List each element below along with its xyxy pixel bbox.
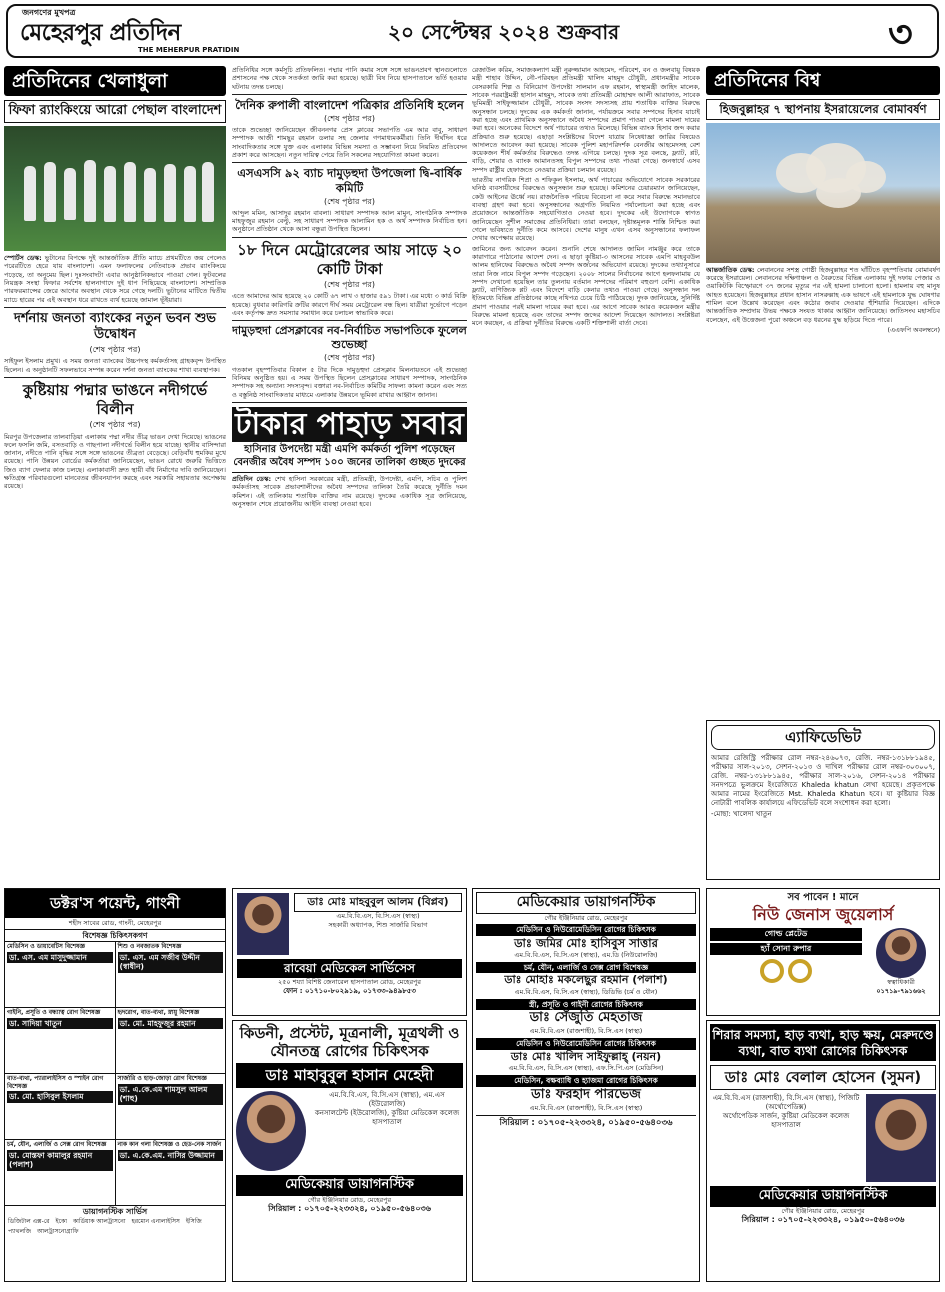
service-item: হরমোন এনালাইসিস — [131, 1218, 180, 1226]
doctor-name: ডা. সাদিয়া খাতুন — [7, 1018, 113, 1030]
world-banner: প্রতিদিনের বিশ্ব — [706, 66, 940, 95]
doctors-point-specialists: বিশেষজ্ঞ চিকিৎসকগণ — [5, 929, 225, 943]
doctor-photo — [237, 893, 289, 955]
service-item: ইকো — [55, 1218, 67, 1226]
doctor-specialty: গাইনি, প্রসূতি ও বন্ধ্যাত্ব রোগ বিশেষজ্ঞ — [7, 1009, 101, 1017]
ssc92-headline: এসএসসি ৯২ ব্যাচ দামুড়হুদা উপজেলা দ্বি-বার্ষিক কমিটি — [237, 166, 462, 195]
doctor-name: ডাঃ মোহাঃ মকলেছুর রহমান (পলাশ) — [504, 973, 668, 987]
medicare-diagnostic-ad — [472, 888, 700, 1282]
jewellers-owner: স্বত্বাধিকারী — [887, 978, 915, 987]
affidavit-title: এ্যাফিডেভিট — [711, 725, 935, 750]
gold-jewellery-icons — [710, 959, 862, 983]
football-team-photo — [4, 126, 226, 251]
col2-top-body: প্রতিনিধির সঙ্গে কর্মসূচি প্রতিফলিত। পদ্মার পানি কমার সঙ্গে সঙ্গে ভাঙনপ্রবণ স্থানগুলোতে প্রশাসনের পক্ষ থেকে সতর্কতা জারি করা হয়েছে। ছাত্রী বিষ নিয়ে হাসপাতালে ভর্তি হওয়ার ঘটনায় তদন্ত চলছে। — [232, 66, 467, 91]
padma-erosion-body: মিরপুর উপজেলার তালবাড়িয়া এলাকায় পদ্মা নদীর তীব্র ভাঙন দেখা দিয়েছে। ভাঙনের ফলে ফসলি জমি, বসতবাড়ি ও গাছপালা নদীগর্ভে বিলীন হয়ে যাচ্ছে। স্থানীয় বাসিন্দারা জানান, নদীতে পানি বৃদ্ধির সঙ্গে সঙ্গে ভাঙনের তীব্রতা বেড়েছে। বেড়িবাঁধ হুমকির মুখে রয়েছে। পানি উন্নয়ন বোর্ডের কর্মকর্তারা জানিয়েছেন, ভাঙন রোধে জরুরি ভিত্তিতে জিও ব্যাগ ফেলার কাজ চলছে। এলাকাবাসী দ্রুত স্থায়ী বাঁধ নির্মাণের দাবি জানিয়েছেন। ক্ষতিগ্রস্ত পরিবারগুলো মানবেতর জীবনযাপন করছে এবং সরকারি সহায়তার অপেক্ষায় রয়েছে। — [4, 432, 226, 491]
doctor-photo — [866, 1094, 936, 1182]
affidavit-signer: -মোছা: খালেদা খাতুন — [711, 809, 772, 818]
pressclub-body: গতকাল বৃহস্পতিবার বিকাল ৫ টার দিকে দামুড়হুদা প্রেসক্লাব মিলনায়তনে এই শুভেচ্ছা বিনিময় অনুষ্ঠিত হয়। এ সময় উপস্থিত ছিলেন প্রেসক্লাবের সাধারণ সম্পাদক, সাংগঠনিক সম্পাদক সহ অন্যান্য সদস্যবৃন্দ। বক্তারা নব-নির্বাচিত কমিটির সাফল্য কামনা করেন এবং সত্য ও বস্তুনিষ্ঠ সাংবাদিকতার মাধ্যমে এলাকার উন্নয়নে ভূমিকা রাখার আহ্বান জানান। — [232, 365, 467, 399]
doctor-specialty: চর্ম, যৌন, এলার্জি ও সেক্স রোগ বিশেষজ্ঞ — [476, 962, 696, 974]
jewellers-line1: গোল্ড প্লেটেড — [710, 928, 862, 940]
padma-erosion-headline: কুষ্টিয়ায় পদ্মার ভাঙনে নদীগর্ভে বিলীন — [22, 380, 208, 419]
affidavit-body: আমার রেজিস্ট্রি পরীক্ষার রোল নম্বর-২৪৬০৭৩, রেজি. নম্বর-১৩১৮৮১৯৪৫, পরীক্ষার সাল-২০১৩, সেশন-২০১৩ ও দাখিল পরীক্ষার রোল নম্বর-৩০৩০০৭, রেজি. নম্বর-১৩১৮৮১৯৪৫, পরীক্ষার সাল-২০১৬, সেশন-২০১৪ পরীক্ষার সনদপত্রে ভুলক্রমে ইংরেজিতে Khaleda khatun লেখা হয়েছে। প্রকৃতপক্ষে আমার নামের ইংরেজিতে Mst. Khaleda Khatun হবে। যা কুষ্টিয়ার বিজ্ঞ নোটারী পাবলিক কার্যালয়ে এফিডেভিট বলে সংশোধন করা হলো। — [711, 754, 935, 807]
doctor-name: ডা. মোস্তফা কামালুর রহমান (পলাশ) — [7, 1150, 113, 1171]
rabeya-ad — [232, 888, 467, 1016]
jewellers-name: নিউ জেনাস জুয়েলার্স — [752, 904, 894, 924]
world-column — [706, 66, 940, 714]
sports-column — [4, 66, 226, 878]
continued-label: (শেষ পৃষ্ঠার পর) — [89, 420, 141, 430]
money-mountain-sub2: বেনজীর অবৈধ সম্পদ ১০০ জনের তালিকা গুচ্ছত দুদকের — [232, 457, 467, 473]
column-three — [472, 66, 700, 878]
rupali-headline: দৈনিক রুপালী বাংলাদেশ পত্রিকার প্রতিনিধি হলেন — [235, 97, 464, 112]
page-number: ৩ — [888, 11, 913, 56]
doctor-name: ডাঃ সেঁজুতি মেহতাজ — [529, 1010, 643, 1026]
diagnostic-services-title: ডায়াগনস্টিক সার্ভিস — [82, 1207, 148, 1217]
rabeya-phone: ফোন : ০১৭১০-৮০২৯১৯, ০১৭৩৩-৯৪৯৮৫৩ — [283, 986, 416, 995]
continued-label: (শেষ পৃষ্ঠার পর) — [324, 280, 375, 290]
doctor-row — [5, 1008, 225, 1074]
world-caption: আন্তর্জাতিক ডেস্ক: — [706, 265, 755, 274]
doctor-specialty: মেডিসিন ও নিউরোমেডিসিন রোগের চিকিৎসক — [476, 924, 696, 936]
doctor-specialty: মেডিসিন ও নিউরোমেডিসিন রোগের চিকিৎসক — [476, 1038, 696, 1050]
doctor-row — [5, 1074, 225, 1140]
metrorail-headline: ১৮ দিনে মেট্রোরেলের আয় সাড়ে ২০ কোটি টাকা — [237, 240, 462, 278]
doctor-name: ডাঃ মোঃ খালিদ সাইফুল্লাহ্ (নয়ন) — [510, 1049, 662, 1063]
owner-photo — [876, 928, 926, 978]
doctor-degree: এম.বি.বি.এস, বি.সি.এস (স্বাস্থ্য), এম.ডি (নিউরোলজি) — [514, 950, 658, 959]
doctor-name: ডাঃ ফরহাদ পারভেজ — [531, 1086, 641, 1102]
medicare-address: গৌর ইঞ্জিনিয়ার রোড, মেহেরপুর — [544, 913, 628, 922]
kidney-specialist-ad — [232, 1020, 467, 1282]
medicare-doctor-block — [476, 924, 696, 959]
doctor-specialty: স্ত্রী, প্রসূতি ও গাইনী রোগের চিকিৎসক — [476, 999, 696, 1011]
masthead-tagline: জনগণের মুখপত্র — [22, 8, 76, 17]
diagnostic-services-list — [5, 1218, 225, 1235]
doctor-row — [5, 1140, 225, 1206]
world-source: (এএফপি অবলম্বনে) — [887, 325, 940, 334]
kidney-footer-address: গৌর ইঞ্জিনিয়ার রোড, মেহেরপুর — [307, 1195, 392, 1204]
doctor-name: ডা. মো. মাহফুজুর রহমান — [118, 1018, 224, 1030]
orthopedic-footer: মেডিকেয়ার ডায়াগনস্টিক — [710, 1186, 936, 1207]
doctor-degree: এম.বি.বি.এস (রাজশাহী), বি.সি.এস (স্বাস্থ্য) — [529, 1027, 643, 1036]
world-body: লেবাননের সশস্ত্র গোষ্ঠী হিজবুল্লাহর শত ঘাঁটিতে বৃহস্পতিবার বোমাবর্ষণ করেছে ইসরায়েল। লেবাননের দক্ষিণাঞ্চল ও বৈরুতের বিভিন্ন এলাকায় দুই দফায় পেজার ও ওয়াকিটকি বিস্ফোরণে ৩৭ জনের মৃত্যুর পর এই হামলা চালানো হলো। হামলায় বহু মানুষ আহত হয়েছেন। হিজবুল্লাহর প্রধান হাসান নাসরুল্লাহ এক ভাষণে এই হামলাকে যুদ্ধ ঘোষণার শামিল বলে উল্লেখ করেছেন এবং কঠোর জবাব দেওয়ার হুঁশিয়ারি দিয়েছেন। এদিকে আন্তর্জাতিক সম্প্রদায় উভয় পক্ষকে সংযত থাকার আহ্বান জানিয়েছে। জাতিসংঘ মহাসচিব বলেছেন, এই উত্তেজনা পুরো অঞ্চলে বড় ধরনের যুদ্ধ ছড়িয়ে দিতে পারে। — [706, 265, 940, 324]
doctor-name: ডাঃ জমির মোঃ হাসিবুস সাত্তার — [514, 935, 658, 950]
masthead-date: ২০ সেপ্টেম্বর ২০২৪ শুক্রবার — [388, 20, 620, 44]
medicare-title: মেডিকেয়ার ডায়াগনস্টিক — [476, 892, 696, 914]
jewellers-line2: হ্যাঁ সোনা রুপার — [710, 943, 862, 955]
world-lead-headline: হিজবুল্লাহর ৭ স্থাপনায় ইসরায়েলের বোমাবর্ষণ — [706, 99, 940, 120]
doctor-specialty: নাক কান গলা বিশেষজ্ঞ ও হেড-নেক সার্জন — [117, 1141, 222, 1149]
rabeya-clinic: রাবেয়া মেডিকেল সার্ভিসেস — [237, 959, 462, 978]
doctor-photo — [236, 1091, 306, 1171]
kidney-doctor: ডাঃ মাহাবুবুল হাসান মেহেদী — [236, 1063, 463, 1088]
orthopedic-serial: সিরিয়াল : ০১৭০৫-২২৩৩২৪, ০১৯৫০-৫৬৪০৩৬ — [741, 1215, 905, 1225]
kidney-serial: সিরিয়াল : ০১৭০৫-২২৩৩২৪, ০১৯৫০-৫৬৪০৩৬ — [268, 1204, 431, 1214]
doctor-degree: এম.বি.বি.এস (রাজশাহী), বি.সি.এস (স্বাস্থ্য) — [529, 1103, 643, 1112]
orthopedic-ad-title: শিরার সমস্যা, হাড় ব্যথা, হাড় ক্ষয়, মেরুদণ্ডে ব্যথা, বাত ব্যথা রোগের চিকিৎসক — [710, 1024, 936, 1061]
janata-bank-headline: দর্শনায় জনতা ব্যাংকের নতুন ভবন শুভ উদ্বোধন — [14, 310, 216, 343]
doctor-specialty: মেডিসিন, বক্ষব্যাধি ও হ্যাজমা রোগের চিকিৎসক — [476, 1075, 696, 1087]
service-item: আলট্রাসনোগ্রাফি — [37, 1228, 79, 1235]
orthopedic-degree: এম.বি.বি.এস (রাজশাহী), বি.সি.এস (স্বাস্থ্য), পিজিটি (অর্থোপেডিক্স) — [712, 1094, 860, 1112]
pressclub-headline: দামুড়হুদা প্রেসক্লাবের নব-নির্বাচিত সভাপতিকে ফুলেল শুভেচ্ছা — [232, 324, 467, 352]
rabeya-address: ২৫০ শয্যা বিশিষ্ট জেনারেল হাসপাতাল রোড, মেহেরপুর — [277, 978, 422, 987]
column-two — [232, 66, 467, 878]
sports-lead-body: ভুটানের বিপক্ষে দুই আন্তর্জাতিক প্রীতি ম্যাচে প্রথমটিতে জয় পেলেও পরেরটিতে হেরে যায় বাংলাদেশ। এমন ফলাফলের নেতিবাচক প্রভাব র‍্যাংকিংয়ে পড়েছে, তা অনুমেয় ছিল। দুঃসংবাদটা এবার আনুষ্ঠানিকভাবে পাওয়া গেল। ফুটবলের নিয়ন্ত্রক সংস্থা ফিফার সর্বশেষ হালনাগাদে দুই ধাপ পিছিয়েছে বাংলাদেশ। সাম্প্রতিক পারফরম্যান্সের জেরে আগের অবস্থান থেকে সরে গেছে দলটি। ভুটানের মাটিতে দ্বিতীয় ম্যাচে হারের পর এই অবস্থান ধরে রাখতে ব্যর্থ হয়েছে জামাল ভূঁইয়ারা। — [4, 253, 226, 304]
col3-body-3: জামিনের জন্য আবেদন করেন। শুনানি শেষে আদালত জামিন নামঞ্জুর করে তাকে কারাগারে পাঠানোর আদেশ দেন। এ ছাড়া কুষ্টিয়া-৩ আসনের সাবেক এমপি মাহবুবউল আলম হানিফের বিরুদ্ধেও অবৈধ সম্পদ অর্জনের অভিযোগ রয়েছে। দুদকের তথ্যানুসারে তারা নিজ নামে বিপুল সম্পদ গড়েছেন। ২০০৮ সালের নির্বাচনের আগে হলফনামায় যে সম্পদ দেখানো হয়েছিল তার তুলনায় বর্তমান সম্পদের পরিমাণ বহুগুণ বেশি। একাধিক ফ্ল্যাট, বাণিজ্যিক প্লট এবং বিদেশে বাড়ি কেনার তথ্যও পাওয়া গেছে। অনুসন্ধান দল ইতিমধ্যে বিভিন্ন প্রতিষ্ঠানের কাছে নথিপত্র চেয়ে চিঠি পাঠিয়েছে। দুদক জানিয়েছে, সুনির্দিষ্ট প্রমাণ পাওয়ার পরই মামলা দায়ের করা হবে। এর আগে সাবেক আরও কয়েকজন মন্ত্রীর বিরুদ্ধে মামলা হয়েছে এবং তাদের সম্পদ জব্দের আদেশ দিয়েছেন আদালত। সংশ্লিষ্টরা মনে করছেন, এ প্রক্রিয়া দুর্নীতির বিরুদ্ধে একটি শক্তিশালী বার্তা দেবে। — [472, 244, 700, 328]
doctor-name: ডা. এস. এম মাসুদুজ্জামান — [7, 952, 113, 964]
doctor-degree: এম.বি.বি.এস, বি.সি.এস (স্বাস্থ্য), এফ.সি.পি.এস (মেডিসিন) — [508, 1064, 664, 1073]
kidney-role: কনসালটেন্ট (ইউরোলজি), কুষ্টিয়া মেডিকেল কলেজ হাসপাতাল — [314, 1109, 460, 1127]
service-item: ডিজিটাল এক্স-রে — [8, 1218, 50, 1226]
medicare-doctor-block — [476, 1038, 696, 1072]
doctors-point-title: ডক্টর'স পয়েন্ট, গাংনী — [5, 889, 225, 918]
doctor-specialty: চর্ম, যৌন, এলার্জি ও সেক্স রোগ বিশেষজ্ঞ — [7, 1141, 107, 1149]
orthopedic-doctor: ডাঃ মোঃ বেলাল হোসেন (সুমন) — [710, 1065, 936, 1090]
ring-icon — [788, 959, 812, 983]
masthead-logo: মেহেরপুর প্রতিদিন — [20, 19, 181, 46]
service-item: প্যাথলজি — [8, 1228, 31, 1235]
doctor-name: ডা. মো. হাসিবুল ইসলাম — [7, 1091, 113, 1103]
continued-label: (শেষ পৃষ্ঠার পর) — [324, 113, 375, 123]
kidney-ad-title: কিডনী, প্রস্টেট, মূত্রনালী, মূত্রথলী ও যৌনতন্ত্র রোগের চিকিৎসক — [239, 1024, 460, 1060]
doctor-row — [5, 942, 225, 1008]
service-item: কার্ডিয়াক আলট্রাসনো — [72, 1218, 126, 1226]
doctor-specialty: মেডিসিন ও ডায়াবেটিস বিশেষজ্ঞ — [7, 943, 86, 951]
doctor-name: ডা. এ.কে.এম শামসুল আলম (শাহু) — [118, 1084, 224, 1105]
orthopedic-ad — [706, 1020, 940, 1282]
ring-icon — [760, 959, 784, 983]
service-item: ইসিজি — [185, 1218, 202, 1226]
money-mountain-caption: প্রতিদিন ডেস্ক: — [232, 475, 272, 484]
kidney-degree: এম.বি.বি.এস, বি.সি.এস (স্বাস্থ্য), এম.এস (ইউরোলজি) — [329, 1091, 445, 1109]
doctor-degree: এম.বি.বি.এস, বি.সি.এস (স্বাস্থ্য), ডিডিভি (চর্ম ও যৌন) — [514, 987, 658, 996]
metrorail-body: এতে আমাদের আয় হয়েছে ২০ কোটি ৬৭ লাখ ৩ হাজার ৫৯১ টাকা। এর মধ্যে ৩ কার্ড বিক্রি হয়েছে। বুধবার কারিগরি ক্রটির কারণে দীর্ঘ সময় মেট্রোরেল বন্ধ ছিল। যাত্রীরা দুর্ভোগে পড়েন এবং কর্তৃপক্ষ দ্রুত সমস্যার সমাধান করে চলাচল স্বাভাবিক করে। — [232, 292, 467, 317]
jewellers-ad — [706, 888, 940, 1016]
airstrike-smoke-photo — [706, 123, 940, 263]
medicare-doctor-block — [476, 962, 696, 996]
rabeya-doctor: ডাঃ মোঃ মাহবুবুল আলম (বিপ্লব) — [294, 893, 462, 912]
col3-body: রেজাউল করিম, সমাজকল্যাণ মন্ত্রী নুরুজ্জামান আহমেদ, পরিবেশ, বন ও জলবায়ু বিষয়ক মন্ত্রী শাহাব উদ্দিন, নৌ-পরিবহন প্রতিমন্ত্রী খালিদ মাহমুদ চৌধুরী, প্রধানমন্ত্রীর সাবেক বেসরকারি শিল্প ও বিনিয়োগ উপদেষ্টা সালমান এফ রহমান, স্বাস্থ্যমন্ত্রী জাহিদ মালেক, সাবেক পররাষ্ট্রমন্ত্রী হাসান মাহমুদ, সাবেক তথ্য প্রতিমন্ত্রী মোহাম্মদ আলী আরাফাত, সাবেক ভূমিমন্ত্রী সাইফুজ্জামান চৌধুরী, সাবেক সংসদ সদস্যসহ প্রায় শতাধিক ব্যক্তির বিরুদ্ধে অনুসন্ধান চলছে। দুদকের এক কর্মকর্তা জানান, পর্যায়ক্রমে সবার সম্পদের হিসাব যাচাই করা হচ্ছে এবং প্রাথমিক অনুসন্ধানে অবৈধ সম্পদের প্রমাণ পাওয়া গেলে মামলা দায়ের করা হবে। অনেকের বিদেশে অর্থ পাচারের তথ্যও মিলেছে। বিভিন্ন ব্যাংক হিসাব জব্দ করার প্রক্রিয়াও শুরু হয়েছে। এছাড়া সংশ্লিষ্টদের বিদেশ যাত্রায় নিষেধাজ্ঞা জারির বিষয়েও আদালতে আবেদন করা হয়েছে। সাবেক পুলিশ মহাপরিদর্শক বেনজীর আহমেদসহ বেশ কয়েকজন শীর্ষ কর্মকর্তার বিরুদ্ধেও তদন্ত এগিয়ে চলছে। দুদক সূত্র বলছে, ফ্ল্যাট, প্লট, বাড়ি, শেয়ার ও ব্যাংক আমানতসহ বিপুল সম্পদের তথ্য পাওয়া গেছে। জনস্বার্থে এসব সম্পদ রাষ্ট্রীয় হেফাজতে নেওয়ার প্রক্রিয়া চলমান রয়েছে। — [472, 66, 700, 174]
doctor-name: ডা. এ.কে.এম. নাসির উজ্জামান — [118, 1150, 224, 1162]
money-mountain-sub1: হাসিনার উপদেষ্টা মন্ত্রী এমপি কর্মকর্তা পুলিশ পড়েছেন — [244, 444, 455, 456]
continued-label: (শেষ পৃষ্ঠার পর) — [324, 196, 375, 206]
rupali-body: তাকে শুভেচ্ছা জানিয়েছেন জীবননগর প্রেস ক্লাবের সভাপতি এম আর বাবু, সাধারণ সম্পাদক আজী শামছুর রহমান ডলার সহ জেলার গণমাধ্যমকর্মীরা। তিনি দীর্ঘদিন ধরে সাংবাদিকতার সঙ্গে যুক্ত এবং এলাকার বিভিন্ন সমস্যা ও সম্ভাবনা নিয়ে নিয়মিত প্রতিবেদন প্রকাশ করে আসছেন। নতুন দায়িত্ব পেয়ে তিনি সকলের সহযোগিতা কামনা করেন। — [232, 125, 467, 159]
masthead-logo-en: THE MEHERPUR PRATIDIN — [138, 46, 240, 54]
jewellers-tagline: সব পাবেন ! মানে — [787, 892, 859, 903]
col3-body-2: ভারতীয় নাগরিক শিপ্রা ও শফিকুল ইসলাম, অর্থ পাচারের অভিযোগে সাবেক সরকারের ঘনিষ্ঠ ব্যবসায়ীদের বিরুদ্ধেও অনুসন্ধান শুরু হয়েছে। কমিশনের চেয়ারম্যান জানিয়েছেন, কেউ আইনের ঊর্ধ্বে নয়। রাজনৈতিক পরিচয় বিবেচনা না করে সবার বিরুদ্ধে সমানভাবে ব্যবস্থা গ্রহণ করা হবে। অনুসন্ধানের অগ্রগতি নিয়মিত পর্যালোচনা করা হচ্ছে এবং প্রয়োজনে আন্তর্জাতিক সহযোগিতাও নেওয়া হবে। দুদকের এই উদ্যোগকে স্বাগত জানিয়েছেন সুশীল সমাজের প্রতিনিধিরা। তারা বলছেন, দৃষ্টান্তমূলক শাস্তি নিশ্চিত করা গেলে ভবিষ্যতে দুর্নীতি কমে আসবে। দেশের মানুষ এখন এসব অনুসন্ধানের ফলাফল দেখার অপেক্ষায় রয়েছে। — [472, 176, 700, 243]
sports-lead-headline: ফিফা র‍্যাংকিংয়ে আরো পেছাল বাংলাদেশ — [4, 100, 226, 123]
continued-label: (শেষ পৃষ্ঠার পর) — [89, 345, 141, 355]
rabeya-degree: এম.বি.বি.এস, বি.সি.এস (স্বাস্থ্য) — [336, 912, 420, 921]
money-mountain-body: শেখ হাসিনা সরকারের মন্ত্রী, প্রতিমন্ত্রী, উপদেষ্টা, এমপি, সচিব ও পুলিশ কর্মকর্তাসহ সাবেক প্রভাবশালীদের অবৈধ সম্পদের তালিকা তৈরি করেছে দুর্নীতি দমন কমিশন। এই তালিকায় শতাধিক ব্যক্তির নাম রয়েছে। দুদকের একাধিক সূত্র জানিয়েছে, অনুসন্ধান শেষে প্রয়োজনীয় আইনি ব্যবস্থা নেওয়া হবে। — [232, 475, 467, 508]
janata-bank-body: সাইফুল ইসলাম প্রমুখ। এ সময় জনতা ব্যাংকের উচ্চপদস্থ কর্মকর্তাসহ গ্রাহকবৃন্দ উপস্থিত ছিলেন। এ অনুষ্ঠানটি সফলভাবে সম্পন্ন করেন দর্শনা জনতা ব্যাংকের শাখা ব্যবস্থাপক। — [4, 357, 226, 374]
continued-label: (শেষ পৃষ্ঠার পর) — [324, 353, 375, 363]
orthopedic-footer-address: গৌর ইঞ্জিনিয়ার রোড, মেহেরপুর — [781, 1207, 865, 1216]
doctor-specialty: শিশু ও নবজাতক বিশেষজ্ঞ — [117, 943, 182, 951]
sports-banner: প্রতিদিনের খেলাধুলা — [4, 66, 226, 96]
jewellers-phone: ০১৭১৯-৭৯১৬৬২ — [876, 986, 926, 995]
medicare-doctor-block — [476, 1075, 696, 1112]
affidavit-notice — [706, 720, 940, 880]
ssc92-body: আব্দুল মমিন, আসাদুর রহমান বাবলা। সাধারণ সম্পাদক আল মামুন, সাংগঠনিক সম্পাদক মাহফুজুর রহমান বেল্টু, সহ সাধারণ সম্পাদক আলামিন হক ও অর্থ সম্পাদক নির্বাচিত হন। অনুষ্ঠানে প্রতিষ্ঠান থেকে আসা বন্ধুরা উপস্থিত ছিলেন। — [232, 208, 467, 234]
medicare-serial: সিরিয়াল : ০১৭০৫-২২৩৩২৪, ০১৯৫০-৫৬৪০৩৬ — [476, 1115, 696, 1129]
doctor-specialty: সার্জারি ও হাড়-জোড়া রোগ বিশেষজ্ঞ — [117, 1075, 207, 1083]
rabeya-role: সহকারী অধ্যাপক, শিশু সার্জারি বিভাগ — [328, 920, 428, 929]
sports-lead-caption: স্পোর্টস ডেস্ক: — [4, 253, 42, 262]
medicare-doctor-block — [476, 999, 696, 1036]
doctors-point-ad — [4, 888, 226, 1282]
doctor-name: ডা. এস. এম সজীব উদ্দীন (স্বাধীন) — [118, 952, 224, 973]
kidney-footer: মেডিকেয়ার ডায়াগনস্টিক — [236, 1175, 463, 1196]
money-mountain-headline: টাকার পাহাড় সবার — [232, 407, 467, 443]
orthopedic-role: অর্থোপেডিক সার্জন, কুষ্টিয়া মেডিকেল কলেজ হাসপাতাল — [722, 1112, 850, 1130]
doctor-specialty: হৃদরোগ, বাত-ব্যথা, স্নায়ু বিশেষজ্ঞ — [117, 1009, 200, 1017]
doctor-specialty: বাত-ব্যথা, প্যারালাইসিস ও স্পাইন রোগ বিশেষজ্ঞ — [7, 1075, 104, 1090]
doctors-point-address: শহীদ সাবের রোড, গাংনী, মেহেরপুর — [68, 919, 162, 928]
masthead — [6, 4, 939, 58]
